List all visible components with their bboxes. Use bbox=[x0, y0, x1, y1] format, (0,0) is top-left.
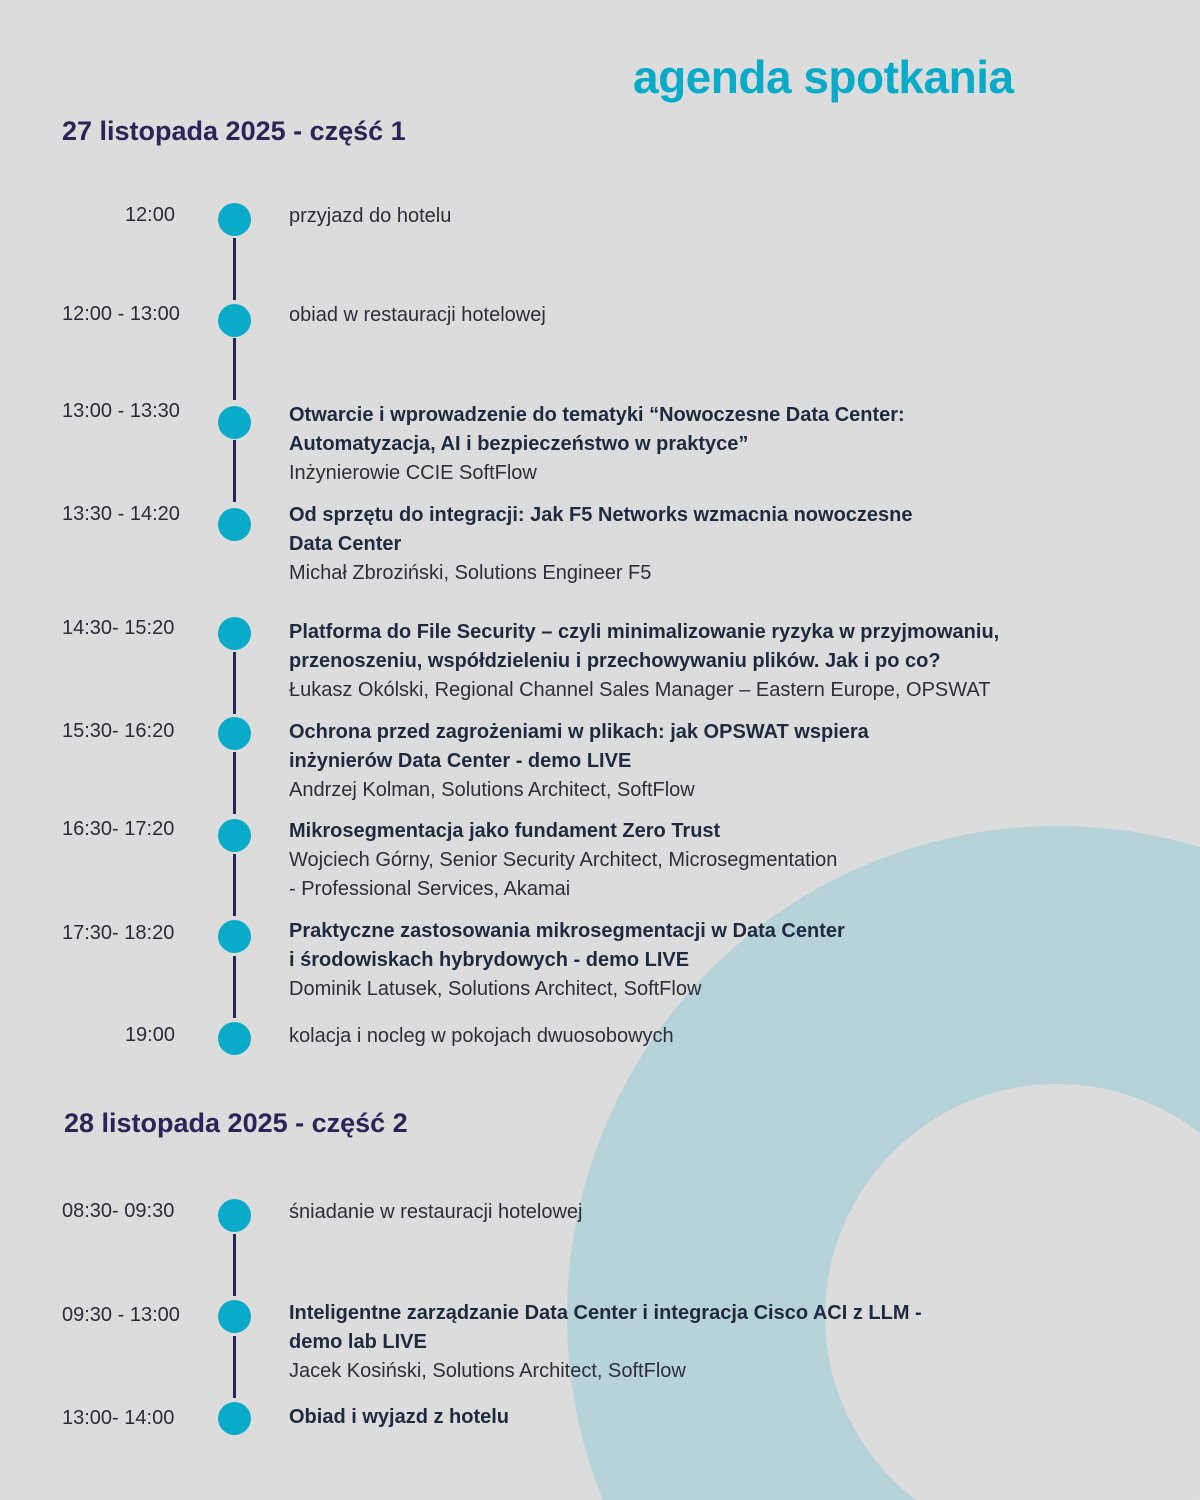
timeline-dot bbox=[218, 203, 251, 236]
agenda-item-text: śniadanie w restauracji hotelowej bbox=[289, 1201, 583, 1223]
timeline-dot bbox=[218, 920, 251, 953]
agenda-item bbox=[289, 301, 1149, 330]
timeline-line bbox=[233, 652, 236, 714]
agenda-item-text: przyjazd do hotelu bbox=[289, 205, 452, 227]
agenda-item-title: Praktyczne zastosowania mikrosegmentacji w Data Center i środowiskach hybrydowych - demo LIVE bbox=[289, 920, 845, 971]
agenda-time: 08:30- 09:30 bbox=[62, 1200, 175, 1222]
timeline-dot bbox=[218, 1300, 251, 1333]
agenda-time: 17:30- 18:20 bbox=[62, 922, 175, 944]
timeline-dot bbox=[218, 1199, 251, 1232]
day1-heading: 27 listopada 2025 - część 1 bbox=[62, 116, 406, 146]
agenda-item-title: Obiad i wyjazd z hotelu bbox=[289, 1406, 510, 1428]
agenda-item-title: Mikrosegmentacja jako fundament Zero Trust bbox=[289, 820, 721, 842]
day2-heading: 28 listopada 2025 - część 2 bbox=[64, 1108, 408, 1138]
agenda-item bbox=[289, 1403, 1149, 1432]
timeline-line bbox=[233, 854, 236, 916]
timeline-dot bbox=[218, 304, 251, 337]
timeline-dot bbox=[218, 717, 251, 750]
agenda-item bbox=[289, 1299, 1149, 1386]
agenda-item-text: kolacja i nocleg w pokojach dwuosobowych bbox=[289, 1025, 674, 1047]
timeline-line bbox=[233, 956, 236, 1018]
agenda-item-speaker: Wojciech Górny, Senior Security Architect, Microsegmentation - Professional Services, Akamai bbox=[289, 849, 838, 900]
agenda-item-title: Od sprzętu do integracji: Jak F5 Networks wzmacnia nowoczesne Data Center bbox=[289, 504, 913, 555]
agenda-item bbox=[289, 1022, 1149, 1051]
agenda-time: 19:00 bbox=[124, 1024, 175, 1046]
timeline-line bbox=[233, 338, 236, 400]
agenda-time: 13:30 - 14:20 bbox=[62, 503, 180, 525]
agenda-time: 13:00- 14:00 bbox=[62, 1407, 175, 1429]
timeline-dot bbox=[218, 1022, 251, 1055]
agenda-item-speaker: Michał Zbroziński, Solutions Engineer F5 bbox=[289, 562, 652, 584]
agenda-item-speaker: Andrzej Kolman, Solutions Architect, SoftFlow bbox=[289, 779, 695, 801]
timeline-line bbox=[233, 752, 236, 814]
agenda-item bbox=[289, 501, 1149, 588]
agenda-item-title: Inteligentne zarządzanie Data Center i integracja Cisco ACI z LLM - demo lab LIVE bbox=[289, 1302, 922, 1353]
agenda-time: 15:30- 16:20 bbox=[62, 720, 175, 742]
page-title: agenda spotkania bbox=[633, 51, 1014, 103]
agenda-item-speaker: Inżynierowie CCIE SoftFlow bbox=[289, 462, 537, 484]
timeline-line bbox=[233, 440, 236, 502]
agenda-item bbox=[289, 1198, 1149, 1227]
agenda-time: 12:00 - 13:00 bbox=[62, 303, 180, 325]
agenda-item-title: Otwarcie i wprowadzenie do tematyki “Nowoczesne Data Center: Automatyzacja, AI i bezpieczeństwo w praktyce” bbox=[289, 404, 905, 455]
agenda-item bbox=[289, 817, 1149, 904]
agenda-time: 12:00 bbox=[124, 204, 175, 226]
timeline-dot bbox=[218, 508, 251, 541]
agenda-time: 14:30- 15:20 bbox=[62, 617, 175, 639]
timeline-line bbox=[233, 238, 236, 300]
agenda-item bbox=[289, 401, 1149, 488]
timeline-dot bbox=[218, 406, 251, 439]
timeline-dot bbox=[218, 617, 251, 650]
agenda-item-title: Platforma do File Security – czyli minimalizowanie ryzyka w przyjmowaniu, przenoszeniu, współdzieleniu i przechowywaniu plików. Jak i po co? bbox=[289, 621, 1000, 672]
agenda-item-speaker: Jacek Kosiński, Solutions Architect, SoftFlow bbox=[289, 1360, 686, 1382]
agenda-item bbox=[289, 917, 1149, 1004]
timeline-dot bbox=[218, 819, 251, 852]
timeline-dot bbox=[218, 1402, 251, 1435]
agenda-time: 09:30 - 13:00 bbox=[62, 1304, 180, 1326]
agenda-item bbox=[289, 618, 1149, 705]
timeline-line bbox=[233, 1234, 236, 1296]
agenda-item-text: obiad w restauracji hotelowej bbox=[289, 304, 546, 326]
agenda-item-speaker: Dominik Latusek, Solutions Architect, SoftFlow bbox=[289, 978, 702, 1000]
agenda-time: 13:00 - 13:30 bbox=[62, 400, 180, 422]
agenda-item bbox=[289, 718, 1149, 805]
agenda-item-speaker: Łukasz Okólski, Regional Channel Sales Manager – Eastern Europe, OPSWAT bbox=[289, 679, 991, 701]
agenda-item bbox=[289, 202, 1149, 231]
agenda-time: 16:30- 17:20 bbox=[62, 818, 175, 840]
agenda-item-title: Ochrona przed zagrożeniami w plikach: jak OPSWAT wspiera inżynierów Data Center - demo LIVE bbox=[289, 721, 869, 772]
timeline-line bbox=[233, 1336, 236, 1398]
